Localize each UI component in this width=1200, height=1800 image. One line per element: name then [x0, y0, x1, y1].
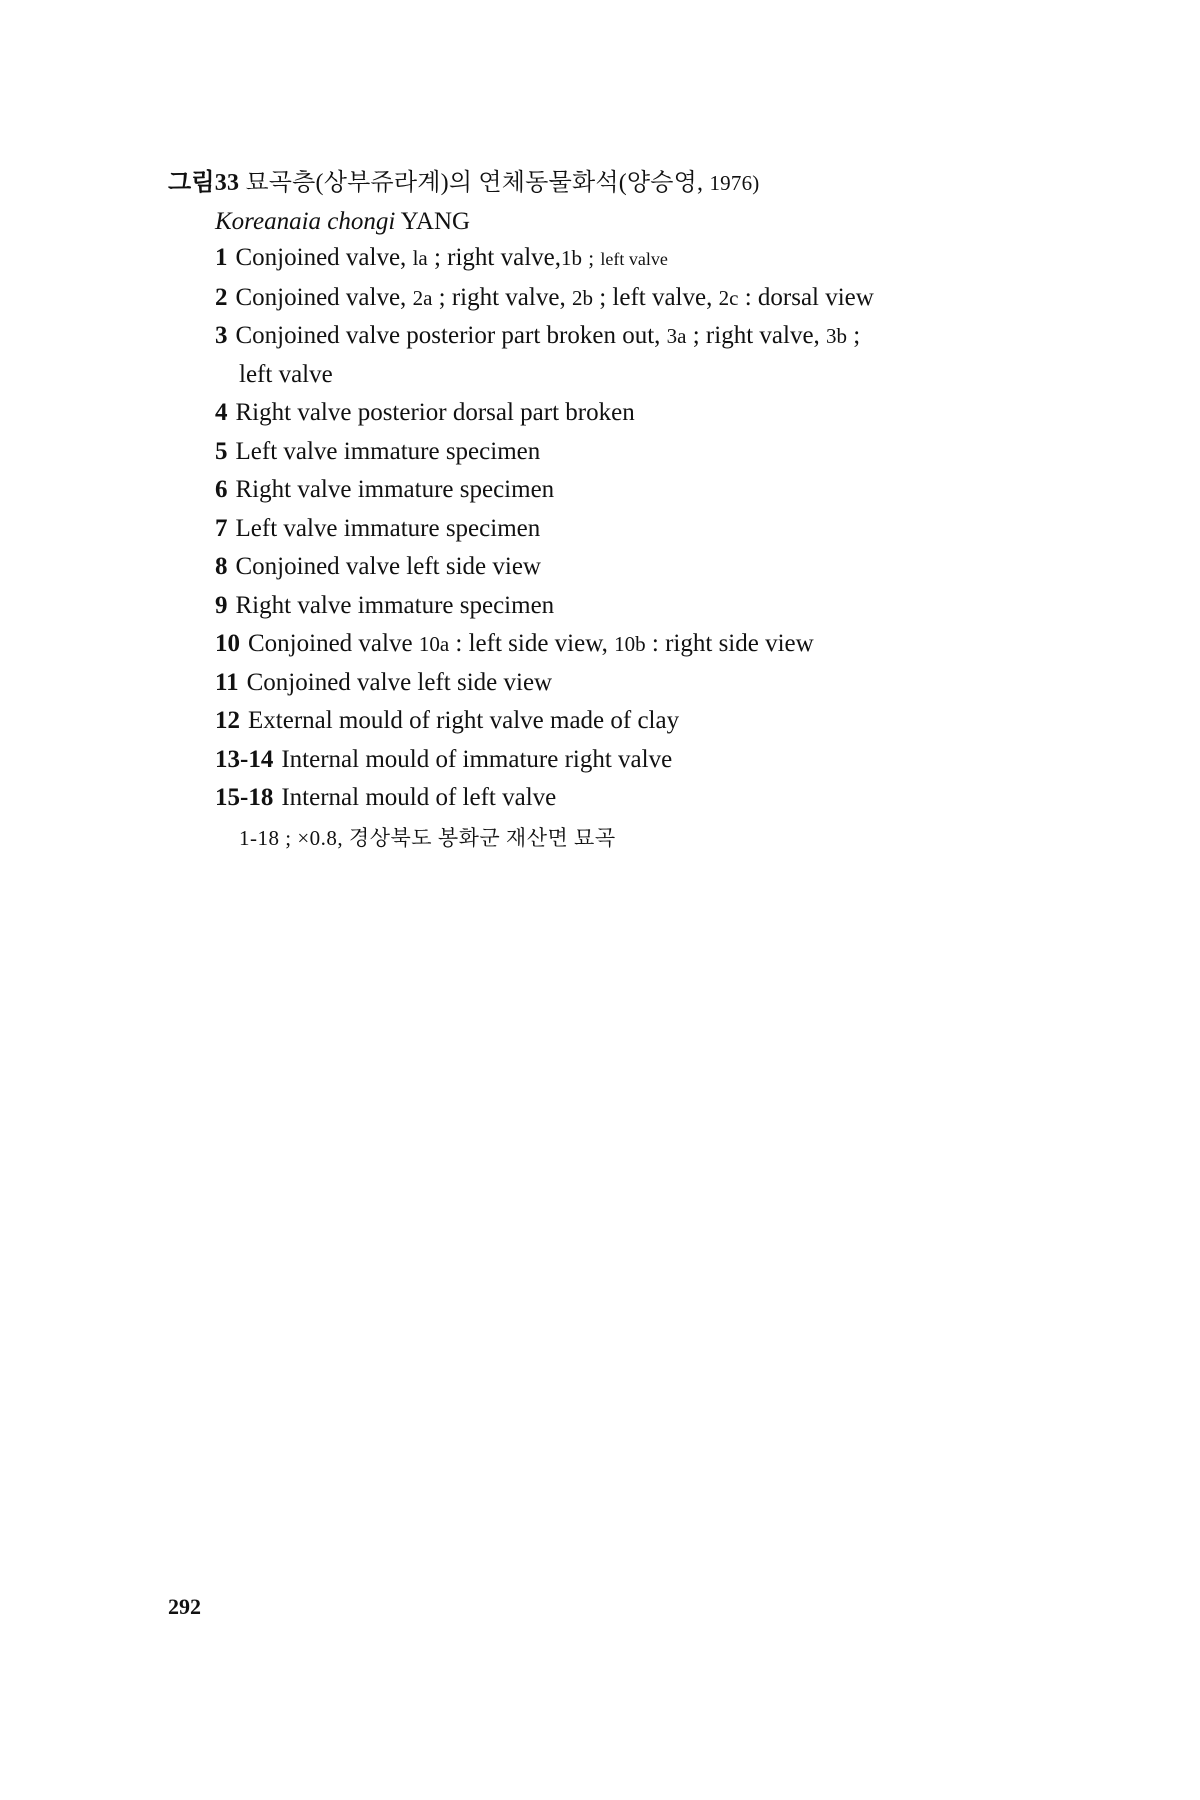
caption-entry-3-continuation: left valve [239, 360, 333, 388]
scale-and-locality-note: 1-18 ; ×0.8, 경상북도 봉화군 재산면 묘곡 [239, 825, 616, 850]
figure-label: 그림33 [168, 170, 240, 196]
caption-entry-12: 12 External mould of right valve made of clay [215, 707, 680, 734]
caption-entry-9: 9 Right valve immature specimen [215, 591, 555, 619]
figure-title [168, 166, 1048, 200]
caption-entry-13-14: 13-14 Internal mould of immature right valve [215, 745, 673, 773]
caption-entry-5: 5 Left valve immature specimen [215, 437, 541, 465]
figure-title-year: 1976) [709, 171, 760, 195]
caption-entry-6: 6 Right valve immature specimen [215, 476, 555, 503]
caption-entry-7: 7 Left valve immature specimen [215, 514, 541, 542]
caption-entries [215, 205, 1048, 858]
page-number: 292 [168, 1594, 201, 1619]
caption-entry-2: 2 Conjoined valve, 2a ; right valve, 2b ; left valve, 2c : dorsal view [215, 283, 874, 311]
species-author: YANG [400, 208, 471, 235]
species-name [215, 205, 1048, 239]
caption-entry-15-18: 15-18 Internal mould of left valve [215, 784, 557, 811]
caption-entry-11: 11 Conjoined valve left side view [215, 668, 553, 696]
species-binomial: Koreanaia chongi [215, 208, 396, 235]
caption-entry-4: 4 Right valve posterior dorsal part broken [215, 399, 635, 426]
caption-entry-1: 1 Conjoined valve, la ; right valve,1b ; left valve [215, 244, 668, 271]
caption-entry-3: 3 Conjoined valve posterior part broken out, 3a ; right valve, 3b ; [215, 322, 861, 349]
figure-title-text: 묘곡층(상부쥬라계)의 연체동물화석(양승영, [245, 170, 704, 196]
caption-entry-10: 10 Conjoined valve 10a : left side view, 10b : right side view [215, 630, 814, 657]
figure-caption [168, 166, 1048, 858]
caption-entry-8: 8 Conjoined valve left side view [215, 553, 541, 580]
